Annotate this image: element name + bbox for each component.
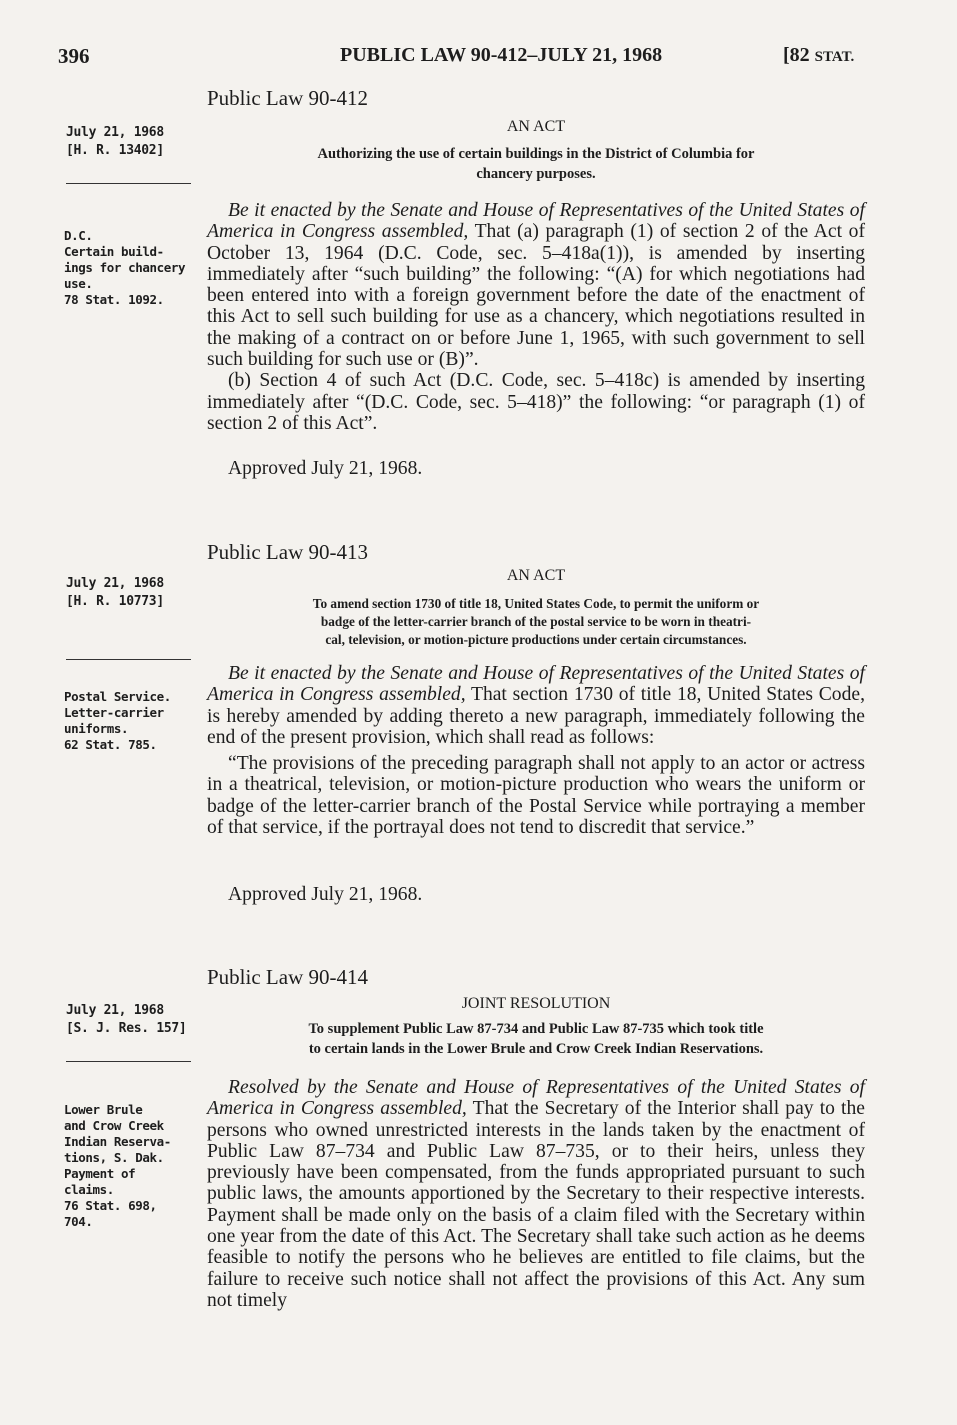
running-head: PUBLIC LAW 90-412–JULY 21, 1968 <box>340 44 663 66</box>
side-date: July 21, 1968 <box>66 576 164 591</box>
act-purpose <box>207 144 865 184</box>
stat-reference <box>783 44 854 67</box>
law-title: Public Law 90-414 <box>207 965 368 989</box>
margin-note-line: 62 Stat. 785. <box>64 737 157 752</box>
margin-note-line: Postal Service. <box>64 689 171 704</box>
act-body <box>207 1077 865 1311</box>
section-text: (b) Section 4 of such Act (D.C. Code, sec. 5–418c) is amended by inserting immediately after “(D.C. Code, sec. 5–418)” the following: “or paragraph (1) of section 2 of this Act”. <box>207 370 865 434</box>
bill-number: [H. R. 13402] <box>66 143 164 158</box>
law-title: Public Law 90-412 <box>207 86 368 110</box>
margin-note-line: Payment of <box>64 1166 136 1181</box>
purpose-line: badge of the letter-carrier branch of the postal service to be worn in theatri- <box>320 614 752 629</box>
side-divider <box>66 1061 191 1062</box>
section-paragraph <box>207 663 865 748</box>
margin-note-line: 76 Stat. 698, <box>64 1198 157 1213</box>
law-title: Public Law 90-413 <box>207 540 368 564</box>
enacting-clause: Be it enacted by the Senate and House of Representatives of the United States of America in Congress assembled, <box>207 663 865 706</box>
approval-line: Approved July 21, 1968. <box>228 884 423 905</box>
enacting-clause: Be it enacted by the Senate and House of Representatives of the United States of America in Congress assembled, <box>207 200 865 243</box>
section-paragraph <box>207 753 865 838</box>
page-number: 396 <box>58 44 90 68</box>
purpose-line: cal, television, or motion-picture productions under certain circumstances. <box>325 632 747 647</box>
stat-ref: [82 <box>783 44 815 66</box>
section-text: “The provisions of the preceding paragraph shall not apply to an actor or actress in a theatrical, television, or motion-picture production who wears the uniform or badge of the letter-carrier branch of the Postal Service while portraying a member of that service, if the portrayal does not tend to discredit that service.” <box>207 753 865 839</box>
act-label: JOINT RESOLUTION <box>461 995 611 1012</box>
section-paragraph <box>207 200 865 370</box>
enacting-clause: Resolved by the Senate and House of Representatives of the United States of America in Congress assembled, <box>207 1077 865 1120</box>
purpose-line: To amend section 1730 of title 18, United States Code, to permit the uniform or <box>312 596 760 611</box>
margin-note-line: 704. <box>64 1214 93 1229</box>
margin-note-line: 78 Stat. 1092. <box>64 292 164 307</box>
margin-note-line: tions, S. Dak. <box>64 1150 164 1165</box>
section-text: That (a) paragraph (1) of section 2 of the Act of October 13, 1964 (D.C. Code, sec. 5–418a(1)), is amended by inserting immediately after “such building” the following: “(A) for which negotiations had been entered into with a foreign government before the date of the enactment of this Act to sell such building for use as a chancery, which negotiations resulted in the making of a contract on or before June 1, 1965, with such government to sell such building for such use or (B)”. <box>207 221 865 371</box>
section-paragraph <box>207 370 865 434</box>
margin-note <box>64 228 194 308</box>
act-purpose <box>207 595 865 649</box>
margin-note-line: Certain build- <box>64 244 164 259</box>
margin-note <box>64 1102 194 1230</box>
act-body <box>207 200 865 434</box>
purpose-line: chancery purposes. <box>476 166 596 182</box>
act-purpose <box>207 1019 865 1059</box>
purpose-line: Authorizing the use of certain buildings in the District of Columbia for <box>317 146 755 162</box>
margin-note-line: Lower Brule <box>64 1102 143 1117</box>
section-text: That the Secretary of the Interior shall pay to the persons who owned unrestricted interests in the lands taken by the enactment of Public Law 87–734 and Public Law 87–735, or to their heirs, unless they previously have been compensated, from the funds appropriated pursuant to such public laws, the amounts apportioned by the Secretary to their respective interests. Payment shall be made only on the basis of a claim filed with the Secretary within one year from the date of this Act. The Secretary shall take such action as he deems feasible to notify the persons who he believes are entitled to file claims, but the failure to receive such notice shall not affect the provisions of this Act. Any sum not timely <box>207 1098 865 1311</box>
act-label: AN ACT <box>506 567 566 584</box>
purpose-line: To supplement Public Law 87-734 and Public Law 87-735 which took title <box>308 1021 764 1037</box>
margin-note-line: D.C. <box>64 228 93 243</box>
margin-note-line: and Crow Creek <box>64 1118 164 1133</box>
side-date: July 21, 1968 <box>66 1003 164 1018</box>
margin-note-line: use. <box>64 276 93 291</box>
approval-line: Approved July 21, 1968. <box>228 458 423 479</box>
section-text: That section 1730 of title 18, United States Code, is hereby amended by adding thereto a new paragraph, immediately following the end of the present provision, which shall read as follows: <box>207 684 865 748</box>
side-divider <box>66 659 191 660</box>
act-body <box>207 663 865 838</box>
margin-note-line: Indian Reserva- <box>64 1134 171 1149</box>
bill-number: [H. R. 10773] <box>66 594 164 609</box>
stat-ref-caps: STAT. <box>814 49 855 65</box>
margin-note-line: Letter-carrier <box>64 705 164 720</box>
section-paragraph <box>207 1077 865 1311</box>
margin-note <box>64 689 194 753</box>
side-divider <box>66 183 191 184</box>
margin-note-line: uniforms. <box>64 721 129 736</box>
bill-number: [S. J. Res. 157] <box>66 1021 187 1036</box>
purpose-line: to certain lands in the Lower Brule and Crow Creek Indian Reservations. <box>308 1041 764 1057</box>
side-date: July 21, 1968 <box>66 125 164 140</box>
margin-note-line: claims. <box>64 1182 114 1197</box>
margin-note-line: ings for chancery <box>64 260 186 275</box>
act-label: AN ACT <box>506 118 566 135</box>
